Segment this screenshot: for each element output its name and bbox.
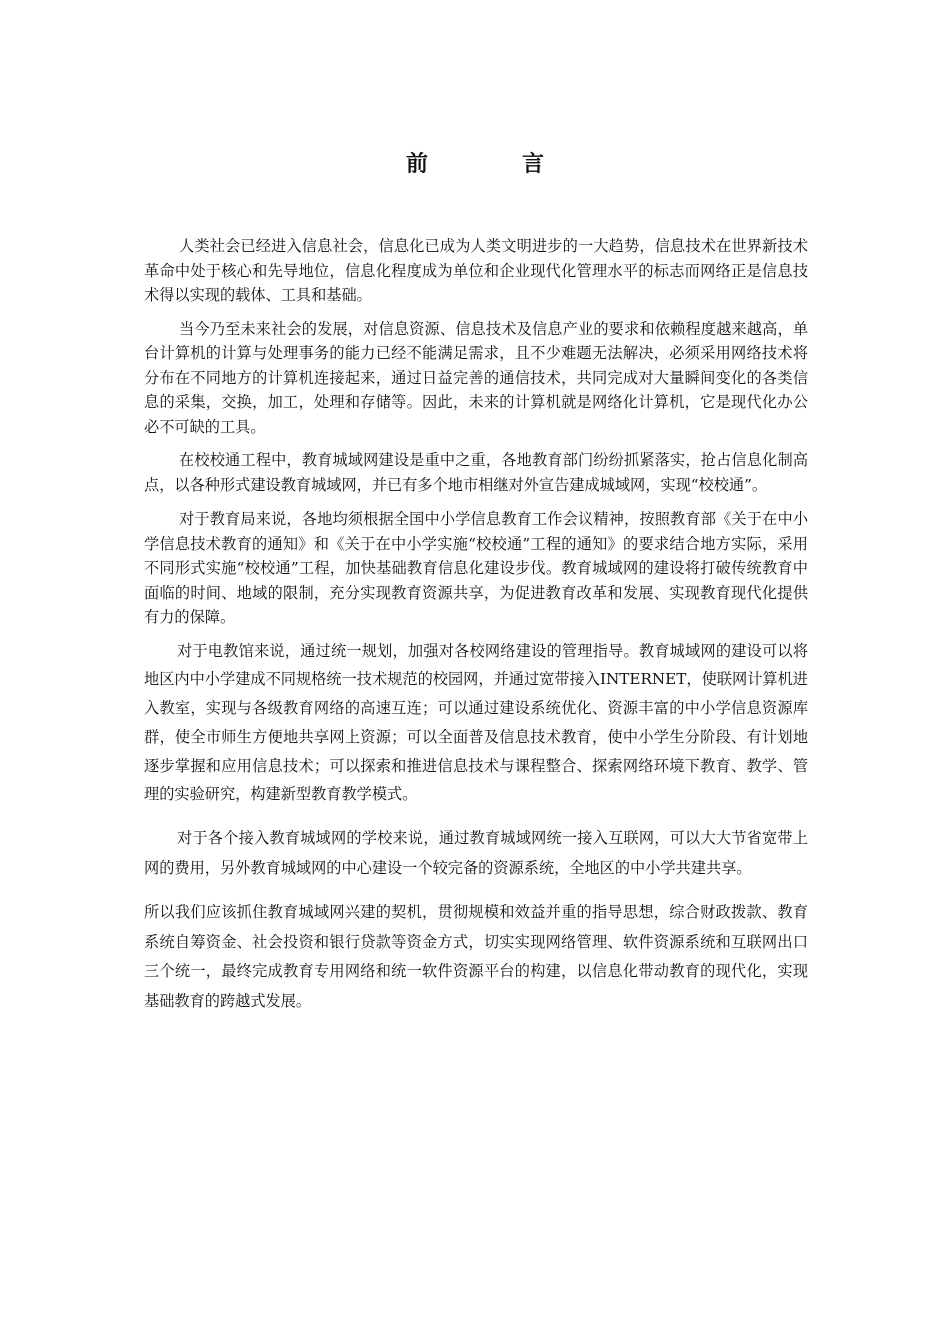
document-body: [144, 234, 808, 1016]
paragraph-education-bureau: 对于教育局来说，各地均须根据全国中小学信息教育工作会议精神，按照教育部《关于在中小学信息技术教育的通知》和《关于在中小学实施“校校通”工程的通知》的要求结合地方实际，采用不同形式实施“校校通”工程，加快基础教育信息化建设步伐。教育城域网的建设将打破传统教育中面临的时间、地域的限制，充分实现教育资源共享，为促进教育改革和发展、实现教育现代化提供有力的保障。: [144, 510, 808, 626]
paragraph-information-society: 人类社会已经进入信息社会，信息化已成为人类文明进步的一大趋势，信息技术在世界新技术革命中处于核心和先导地位，信息化程度成为单位和企业现代化管理水平的标志而网络正是信息技术得以实现的载体、工具和基础。: [144, 237, 808, 304]
page-title: 前 言: [405, 151, 580, 177]
paragraph-conclusion: 所以我们应该抓住教育城域网兴建的契机，贯彻规模和效益并重的指导思想，综合财政拨款、教育系统自筹资金、社会投资和银行贷款等资金方式，切实实现网络管理、软件资源系统和互联网出口三个统一，最终完成教育专用网络和统一软件资源平台的构建，以信息化带动教育的现代化，实现基础教育的跨越式发展。: [144, 903, 808, 1010]
paragraph-schools: 对于各个接入教育城域网的学校来说，通过教育城域网统一接入互联网，可以大大节省宽带上网的费用，另外教育城域网的中心建设一个较完备的资源系统，全地区的中小学共建共享。: [144, 829, 808, 877]
paragraph-network-computing: 当今乃至未来社会的发展，对信息资源、信息技术及信息产业的要求和依赖程度越来越高，单台计算机的计算与处理事务的能力已经不能满足需求，且不少难题无法解决，必须采用网络技术将分布在不同地方的计算机连接起来，通过日益完善的通信技术，共同完成对大量瞬间变化的各类信息的采集，交换，加工，处理和存储等。因此，未来的计算机就是网络化计算机，它是现代化办公必不可缺的工具。: [144, 319, 808, 436]
paragraph-school-connection-project: 在校校通工程中，教育城域网建设是重中之重，各地教育部门纷纷抓紧落实，抢占信息化制高点，以各种形式建设教育城域网，并已有多个地市相继对外宣告建成城域网，实现“校校通”。: [144, 451, 808, 494]
paragraph-audio-visual-center: 对于电教馆来说，通过统一规划，加强对各校网络建设的管理指导。教育城域网的建设可以将地区内中小学建成不同规格统一技术规范的校园网，并通过宽带接入INTERNET，使联网计算机进入教室，实现与各级教育网络的高速互连；可以通过建设系统优化、资源丰富的中小学信息资源库群，使全市师生方便地共享网上资源；可以全面普及信息技术教育，使中小学生分阶段、有计划地逐步掌握和应用信息技术；可以探索和推进信息技术与课程整合、探索网络环境下教育、教学、管理的实验研究，构建新型教育教学模式。: [144, 641, 808, 804]
